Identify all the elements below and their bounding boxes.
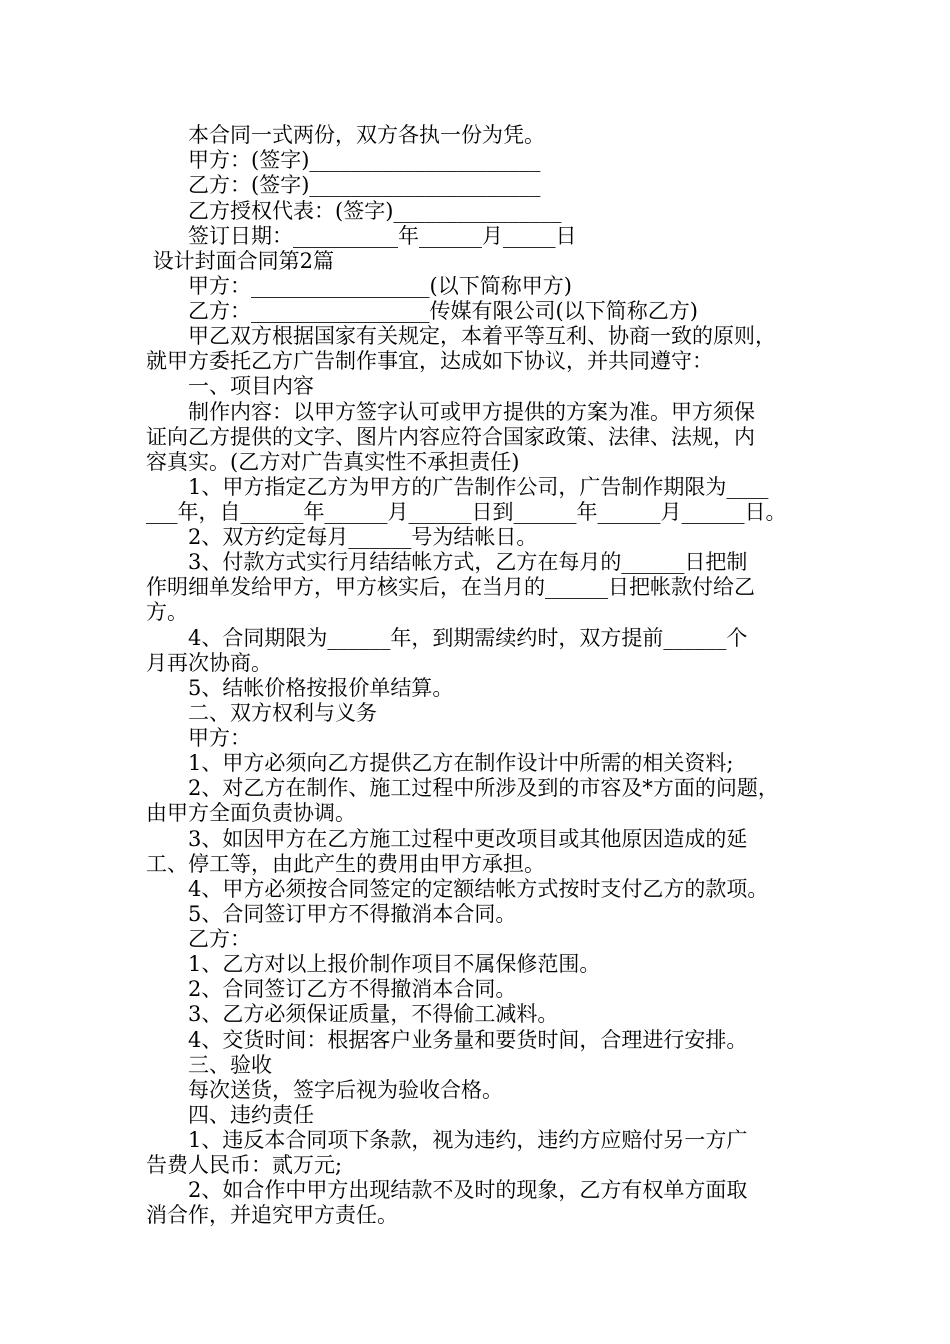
text-line: 2、合同签订乙方不得撤消本合同。: [146, 977, 517, 1001]
text-line: 乙方授权代表：(签字)________________: [146, 199, 562, 223]
text-line: 容真实。(乙方对广告真实性不承担责任): [146, 450, 520, 474]
text-line: 4、交货时间：根据客户业务量和要货时间，合理进行安排。: [146, 1028, 748, 1052]
text-line: 1、甲方指定乙方为甲方的广告制作公司，广告制作期限为____: [146, 475, 769, 499]
section-heading: 设计封面合同第2篇: [146, 249, 335, 273]
text-line: 4、甲方必须按合同签定的定额结帐方式按时支付乙方的款项。: [146, 877, 769, 901]
text-line: 甲方：: [146, 726, 251, 750]
text-line: 方。: [146, 600, 188, 624]
text-line: 乙方：: [146, 927, 251, 951]
text-line: 就甲方委托乙方广告制作事宜，达成如下协议，并共同遵守：: [146, 349, 713, 373]
text-line: 由甲方全面负责协调。: [146, 801, 356, 825]
text-line: 二、双方权利与义务: [146, 701, 377, 725]
text-line: 一、项目内容: [146, 374, 314, 398]
text-line: 3、如因甲方在乙方施工过程中更改项目或其他原因造成的延: [146, 827, 748, 851]
text-line: 5、合同签订甲方不得撤消本合同。: [146, 902, 517, 926]
text-line: 3、付款方式实行月结结帐方式，乙方在每月的______日把制: [146, 550, 748, 574]
text-line: 1、违反本合同项下条款，视为违约，违约方应赔付另一方广: [146, 1128, 748, 1152]
text-line: 消合作，并追究甲方责任。: [146, 1203, 398, 1227]
text-line: 甲方：_________________(以下简称甲方): [146, 274, 572, 298]
text-line: 甲方：(签字)______________________: [146, 148, 541, 172]
text-line: 1、乙方对以上报价制作项目不属保修范围。: [146, 952, 601, 976]
text-line: 2、对乙方在制作、施工过程中所涉及到的市容及*方面的问题，: [146, 776, 779, 800]
text-line: 1、甲方必须向乙方提供乙方在制作设计中所需的相关资料;: [146, 751, 734, 775]
text-line: 四、违约责任: [146, 1103, 314, 1127]
text-line: 作明细单发给甲方，甲方核实后，在当月的______日把帐款付给乙: [146, 575, 755, 599]
text-line: 签订日期：__________年______月_____日: [146, 224, 577, 248]
text-line: 本合同一式两份，双方各执一份为凭。: [146, 123, 545, 147]
text-line: 制作内容：以甲方签字认可或甲方提供的方案为准。甲方须保: [146, 400, 755, 424]
text-line: 2、双方约定每月______号为结帐日。: [146, 525, 538, 549]
text-line: 甲乙双方根据国家有关规定，本着平等互利、协商一致的原则，: [146, 324, 776, 348]
text-line: 三、验收: [146, 1053, 272, 1077]
text-line: 乙方：(签字)______________________: [146, 173, 541, 197]
text-line: 4、合同期限为______年，到期需续约时，双方提前______个: [146, 626, 748, 650]
text-line: 3、乙方必须保证质量，不得偷工减料。: [146, 1002, 559, 1026]
text-line: 每次送货，签字后视为验收合格。: [146, 1078, 503, 1102]
text-line: 5、结帐价格按报价单结算。: [146, 676, 454, 700]
text-line: ___年，自______年______月______日到______年______月______日。: [146, 500, 787, 524]
text-line: 告费人民币：贰万元;: [146, 1153, 343, 1177]
text-line: 月再次协商。: [146, 651, 272, 675]
text-line: 证向乙方提供的文字、图片内容应符合国家政策、法律、法规，内: [146, 425, 755, 449]
text-line: 乙方：_________________传媒有限公司(以下简称乙方): [146, 299, 698, 323]
text-line: 2、如合作中甲方出现结款不及时的现象，乙方有权单方面取: [146, 1178, 748, 1202]
text-line: 工、停工等，由此产生的费用由甲方承担。: [146, 852, 545, 876]
